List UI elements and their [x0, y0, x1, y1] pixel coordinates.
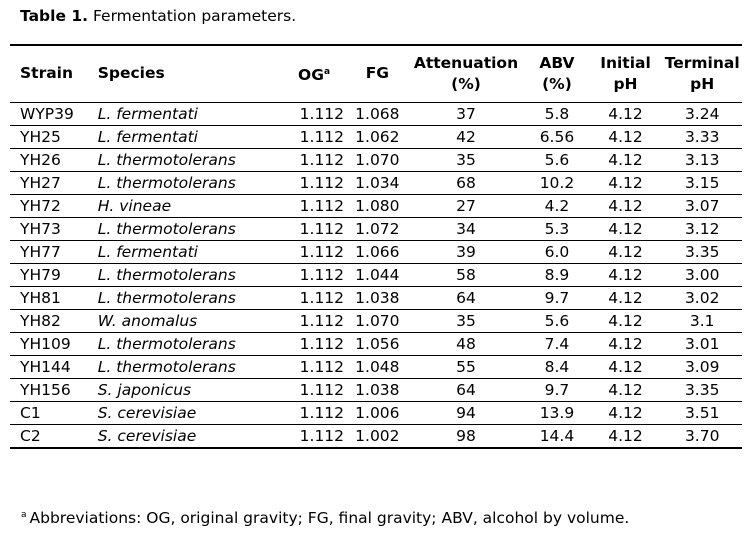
- table-header: [10, 45, 742, 102]
- cell-attenuation: 42: [407, 125, 526, 148]
- cell-species: L. fermentati: [98, 125, 254, 148]
- header-abv-line2: (%): [542, 74, 572, 93]
- cell-abv: 10.2: [525, 171, 588, 194]
- table-row: [10, 102, 742, 125]
- footnote-text: Abbreviations: OG, original gravity; FG, final gravity; ABV, alcohol by volume.: [29, 509, 630, 527]
- cell-og: 1.112: [254, 102, 348, 125]
- cell-terminal-ph: 3.35: [662, 378, 742, 401]
- cell-og: 1.112: [254, 309, 348, 332]
- table-footnote: [21, 509, 629, 527]
- cell-species: H. vineae: [98, 194, 254, 217]
- cell-abv: 5.6: [525, 309, 588, 332]
- cell-terminal-ph: 3.33: [662, 125, 742, 148]
- cell-og: 1.112: [254, 355, 348, 378]
- cell-species: L. thermotolerans: [98, 263, 254, 286]
- cell-initial-ph: 4.12: [589, 309, 663, 332]
- cell-fg: 1.080: [348, 194, 407, 217]
- cell-terminal-ph: 3.12: [662, 217, 742, 240]
- cell-abv: 8.9: [525, 263, 588, 286]
- cell-attenuation: 35: [407, 148, 526, 171]
- cell-strain: C2: [20, 426, 41, 445]
- cell-og: 1.112: [254, 217, 348, 240]
- cell-og: 1.112: [254, 332, 348, 355]
- cell-fg: 1.006: [348, 401, 407, 424]
- cell-fg: 1.034: [348, 171, 407, 194]
- cell-attenuation: 98: [456, 426, 476, 445]
- cell-attenuation: 48: [407, 332, 526, 355]
- cell-og: 1.112: [254, 171, 348, 194]
- cell-species: L. thermotolerans: [98, 355, 254, 378]
- header-initial-ph: [589, 45, 663, 102]
- table-body: [10, 102, 742, 448]
- cell-strain: YH109: [10, 332, 98, 355]
- cell-strain: WYP39: [10, 102, 98, 125]
- cell-initial-ph: 4.12: [589, 171, 663, 194]
- cell-og: 1.112: [254, 148, 348, 171]
- cell-initial-ph: 4.12: [589, 194, 663, 217]
- cell-abv: 4.2: [525, 194, 588, 217]
- cell-strain: YH73: [10, 217, 98, 240]
- cell-og: 1.112: [254, 401, 348, 424]
- table-row: [10, 332, 742, 355]
- cell-fg: 1.062: [348, 125, 407, 148]
- cell-fg: 1.038: [348, 378, 407, 401]
- table-row: [10, 217, 742, 240]
- cell-og: 1.112: [254, 240, 348, 263]
- cell-strain: YH144: [10, 355, 98, 378]
- cell-species: S. cerevisiae: [98, 401, 254, 424]
- cell-abv: 6.0: [525, 240, 588, 263]
- cell-species: L. thermotolerans: [98, 286, 254, 309]
- header-species: Species: [97, 64, 165, 83]
- header-terminal-line1: Terminal: [664, 53, 740, 72]
- table-caption-text: Fermentation parameters.: [92, 7, 297, 25]
- cell-strain: YH72: [10, 194, 98, 217]
- cell-abv: 5.6: [525, 148, 588, 171]
- cell-terminal-ph: 3.1: [662, 309, 742, 332]
- cell-species: W. anomalus: [98, 309, 254, 332]
- cell-abv: 9.7: [525, 378, 588, 401]
- cell-og: 1.112: [254, 125, 348, 148]
- cell-attenuation: 58: [407, 263, 526, 286]
- cell-initial-ph: 4.12: [589, 401, 663, 424]
- cell-species: S. cerevisiae: [97, 426, 197, 445]
- fermentation-table: [10, 44, 742, 449]
- header-initial-line2: pH: [613, 74, 638, 93]
- header-row: [10, 45, 742, 102]
- cell-initial-ph: 4.12: [589, 125, 663, 148]
- header-og-label: OG: [298, 65, 324, 84]
- table-row: [10, 401, 742, 424]
- cell-strain: YH25: [10, 125, 98, 148]
- cell-strain: YH26: [10, 148, 98, 171]
- cell-attenuation: 37: [407, 102, 526, 125]
- header-abv-line1: ABV: [539, 53, 575, 72]
- cell-abv: 8.4: [525, 355, 588, 378]
- cell-abv: 9.7: [525, 286, 588, 309]
- table-row: [10, 263, 742, 286]
- cell-fg: 1.048: [348, 355, 407, 378]
- cell-terminal-ph: 3.24: [662, 102, 742, 125]
- cell-terminal-ph: 3.09: [662, 355, 742, 378]
- header-terminal-ph: [662, 45, 742, 102]
- table-row: [10, 355, 742, 378]
- table-row: [10, 125, 742, 148]
- table-row: [10, 194, 742, 217]
- cell-strain: YH81: [10, 286, 98, 309]
- header-terminal-line2: pH: [690, 74, 715, 93]
- cell-abv: 14.4: [539, 426, 575, 445]
- cell-strain: YH27: [10, 171, 98, 194]
- header-strain: Strain: [20, 64, 74, 83]
- cell-species: L. fermentati: [98, 102, 254, 125]
- cell-initial-ph: 4.12: [589, 217, 663, 240]
- header-abv: [525, 45, 588, 102]
- cell-fg: 1.068: [348, 102, 407, 125]
- cell-terminal-ph: 3.02: [662, 286, 742, 309]
- cell-attenuation: 35: [407, 309, 526, 332]
- cell-og: 1.112: [254, 263, 348, 286]
- cell-species: L. fermentati: [98, 240, 254, 263]
- cell-initial-ph: 4.12: [589, 332, 663, 355]
- cell-species: S. japonicus: [98, 378, 254, 401]
- cell-initial-ph: 4.12: [608, 426, 643, 445]
- cell-species: L. thermotolerans: [98, 148, 254, 171]
- cell-fg: 1.066: [348, 240, 407, 263]
- cell-initial-ph: 4.12: [589, 286, 663, 309]
- cell-species: L. thermotolerans: [98, 217, 254, 240]
- table-row: [10, 424, 742, 448]
- cell-species: L. thermotolerans: [98, 332, 254, 355]
- cell-terminal-ph: 3.51: [662, 401, 742, 424]
- table-row: [10, 309, 742, 332]
- cell-initial-ph: 4.12: [589, 355, 663, 378]
- cell-fg: 1.056: [348, 332, 407, 355]
- cell-terminal-ph: 3.07: [662, 194, 742, 217]
- cell-strain: YH79: [10, 263, 98, 286]
- cell-initial-ph: 4.12: [589, 102, 663, 125]
- table-row: [10, 240, 742, 263]
- cell-terminal-ph: 3.00: [662, 263, 742, 286]
- table-row: [10, 378, 742, 401]
- header-initial-line1: Initial: [600, 53, 651, 72]
- table-row: [10, 171, 742, 194]
- cell-fg: 1.044: [348, 263, 407, 286]
- table-row: [10, 286, 742, 309]
- cell-species: L. thermotolerans: [98, 171, 254, 194]
- cell-attenuation: 64: [407, 378, 526, 401]
- cell-attenuation: 34: [407, 217, 526, 240]
- cell-attenuation: 39: [407, 240, 526, 263]
- cell-strain: YH82: [10, 309, 98, 332]
- cell-abv: 5.8: [525, 102, 588, 125]
- cell-abv: 7.4: [525, 332, 588, 355]
- cell-terminal-ph: 3.13: [662, 148, 742, 171]
- footnote-marker: a: [21, 509, 27, 520]
- cell-strain: C1: [10, 401, 98, 424]
- cell-abv: 5.3: [525, 217, 588, 240]
- cell-fg: 1.038: [348, 286, 407, 309]
- cell-og: 1.112: [254, 286, 348, 309]
- cell-terminal-ph: 3.01: [662, 332, 742, 355]
- cell-og: 1.112: [254, 378, 348, 401]
- header-attenuation: [407, 45, 526, 102]
- cell-initial-ph: 4.12: [589, 263, 663, 286]
- cell-fg: 1.002: [355, 426, 400, 445]
- cell-terminal-ph: 3.15: [662, 171, 742, 194]
- cell-strain: YH156: [10, 378, 98, 401]
- cell-attenuation: 27: [407, 194, 526, 217]
- cell-fg: 1.070: [348, 309, 407, 332]
- cell-og: 1.112: [254, 194, 348, 217]
- cell-fg: 1.072: [348, 217, 407, 240]
- header-fg: FG: [365, 64, 389, 83]
- table-row: [10, 148, 742, 171]
- header-attenuation-line1: Attenuation: [413, 53, 519, 72]
- cell-attenuation: 68: [407, 171, 526, 194]
- cell-abv: 6.56: [525, 125, 588, 148]
- cell-og: 1.112: [299, 426, 345, 445]
- cell-attenuation: 64: [407, 286, 526, 309]
- header-og-footnote-marker: a: [323, 66, 331, 77]
- cell-abv: 13.9: [525, 401, 588, 424]
- table-caption: [20, 7, 296, 25]
- cell-strain: YH77: [10, 240, 98, 263]
- cell-initial-ph: 4.12: [589, 148, 663, 171]
- table-caption-label: Table 1.: [20, 7, 89, 25]
- header-og: [254, 45, 348, 102]
- cell-terminal-ph: 3.70: [684, 426, 720, 445]
- cell-initial-ph: 4.12: [589, 240, 663, 263]
- cell-attenuation: 94: [407, 401, 526, 424]
- cell-terminal-ph: 3.35: [662, 240, 742, 263]
- cell-initial-ph: 4.12: [589, 378, 663, 401]
- cell-attenuation: 55: [407, 355, 526, 378]
- cell-fg: 1.070: [348, 148, 407, 171]
- header-attenuation-line2: (%): [451, 74, 481, 93]
